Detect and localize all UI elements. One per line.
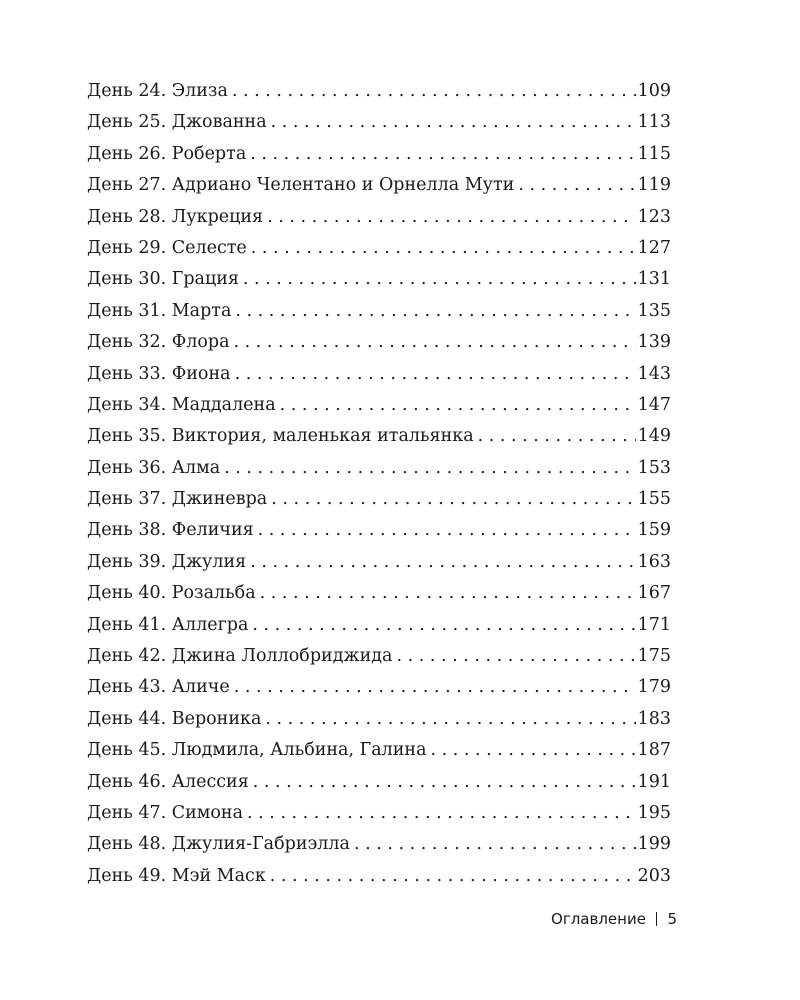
toc-entry [87, 735, 671, 766]
toc-entry-page: 175 [637, 646, 671, 667]
toc-entry-title: День 44. Вероника [87, 708, 262, 729]
toc-dot-leader [354, 829, 636, 860]
toc-entry-page: 147 [637, 394, 671, 415]
toc-entry-page: 149 [637, 426, 671, 447]
toc-entry [87, 515, 671, 546]
toc-dot-leader [224, 453, 635, 484]
toc-entry [87, 798, 671, 829]
toc-dot-leader [518, 170, 635, 201]
toc-dot-leader [234, 672, 636, 703]
toc-entry-page: 203 [637, 865, 671, 886]
page-footer [551, 910, 677, 928]
toc-dot-leader [271, 107, 636, 138]
toc-entry-title: День 38. Феличия [87, 520, 254, 541]
toc-entry-page: 109 [637, 81, 671, 101]
toc-entry-page: 115 [637, 143, 671, 164]
page-number: 5 [667, 910, 677, 928]
toc-dot-leader [243, 264, 636, 295]
toc-entry-page: 199 [637, 834, 671, 855]
toc-entry-title: День 29. Селесте [87, 237, 247, 258]
toc-entry-title: День 36. Алма [87, 457, 221, 478]
toc-entry-title: День 41. Аллегра [87, 614, 249, 635]
toc-entry-page: 163 [637, 551, 671, 572]
toc-entry [87, 327, 671, 358]
toc-entry-page: 195 [637, 802, 671, 823]
toc-entry [87, 296, 671, 327]
footer-divider [656, 912, 658, 926]
toc-entry-page: 119 [637, 175, 671, 196]
toc-entry-page: 187 [637, 740, 671, 761]
toc-dot-leader [235, 296, 635, 327]
toc-entry-title: День 39. Джулия [87, 551, 247, 572]
toc-dot-leader [247, 798, 636, 829]
toc-entry [87, 672, 671, 703]
toc-entry-page: 167 [637, 583, 671, 604]
toc-entry-title: День 28. Лукреция [87, 206, 264, 227]
toc-dot-leader [267, 202, 636, 233]
table-of-contents [87, 76, 671, 892]
toc-entry [87, 170, 671, 201]
toc-entry-title: День 35. Виктория, маленькая итальянка [87, 426, 474, 447]
toc-entry-title: День 33. Фиона [87, 363, 231, 384]
toc-dot-leader [250, 547, 635, 578]
toc-entry-page: 123 [637, 206, 671, 227]
toc-entry [87, 547, 671, 578]
toc-entry-title: День 46. Алессия [87, 771, 249, 792]
toc-entry-title: День 25. Джованна [87, 112, 267, 133]
toc-entry [87, 484, 671, 515]
toc-dot-leader [396, 641, 635, 672]
toc-entry-page: 135 [637, 300, 671, 321]
toc-dot-leader [258, 515, 636, 546]
toc-entry-title: День 43. Аличе [87, 677, 230, 698]
toc-entry-page: 127 [637, 237, 671, 258]
toc-dot-leader [431, 735, 636, 766]
toc-entry-title: День 49. Мэй Маск [87, 865, 266, 886]
running-footer-section: Оглавление [551, 910, 646, 928]
toc-dot-leader [260, 578, 636, 609]
toc-dot-leader [280, 390, 636, 421]
toc-dot-leader [252, 610, 635, 641]
toc-entry-title: День 32. Флора [87, 332, 230, 353]
toc-entry [87, 453, 671, 484]
toc-dot-leader [253, 767, 636, 798]
toc-dot-leader [235, 359, 636, 390]
toc-entry-title: День 48. Джулия-Габриэлла [87, 834, 350, 855]
toc-entry-page: 143 [637, 363, 671, 384]
toc-entry-page: 179 [637, 677, 671, 698]
toc-entry-title: День 26. Роберта [87, 143, 247, 164]
toc-entry-page: 155 [637, 489, 671, 510]
toc-dot-leader [251, 233, 636, 264]
toc-entry-page: 183 [637, 708, 671, 729]
toc-entry [87, 202, 671, 233]
toc-entry [87, 264, 671, 295]
toc-entry [87, 704, 671, 735]
toc-entry-page: 171 [637, 614, 671, 635]
toc-entry [87, 861, 671, 892]
toc-entry-page: 113 [637, 112, 671, 133]
toc-entry-page: 153 [637, 457, 671, 478]
toc-entry-title: День 27. Адриано Челентано и Орнелла Мути [87, 175, 515, 196]
toc-entry-title: День 34. Маддалена [87, 394, 276, 415]
toc-entry [87, 641, 671, 672]
toc-entry-title: День 42. Джина Лоллобриджида [87, 646, 393, 667]
toc-entry [87, 233, 671, 264]
toc-dot-leader [232, 76, 636, 107]
toc-entry [87, 578, 671, 609]
toc-entry [87, 829, 671, 860]
toc-dot-leader [270, 861, 636, 892]
toc-entry-page: 191 [637, 771, 671, 792]
toc-entry [87, 359, 671, 390]
toc-dot-leader [234, 327, 636, 358]
toc-entry-page: 159 [637, 520, 671, 541]
toc-dot-leader [271, 484, 635, 515]
toc-entry [87, 610, 671, 641]
toc-dot-leader [478, 421, 636, 452]
toc-entry [87, 107, 671, 138]
toc-entry-title: День 47. Симона [87, 802, 244, 823]
toc-entry-title: День 37. Джиневра [87, 489, 268, 510]
toc-entry [87, 421, 671, 452]
toc-entry [87, 390, 671, 421]
toc-entry-title: День 31. Марта [87, 300, 232, 321]
toc-entry-title: День 30. Грация [87, 269, 239, 290]
toc-entry-title: День 24. Элиза [87, 81, 228, 101]
toc-dot-leader [250, 139, 635, 170]
toc-entry-title: День 45. Людмила, Альбина, Галина [87, 740, 427, 761]
toc-dot-leader [265, 704, 635, 735]
toc-entry [87, 76, 671, 107]
toc-entry-title: День 40. Розальба [87, 583, 256, 604]
toc-entry [87, 767, 671, 798]
toc-entry-page: 131 [637, 269, 671, 290]
toc-entry [87, 139, 671, 170]
toc-entry-page: 139 [637, 332, 671, 353]
